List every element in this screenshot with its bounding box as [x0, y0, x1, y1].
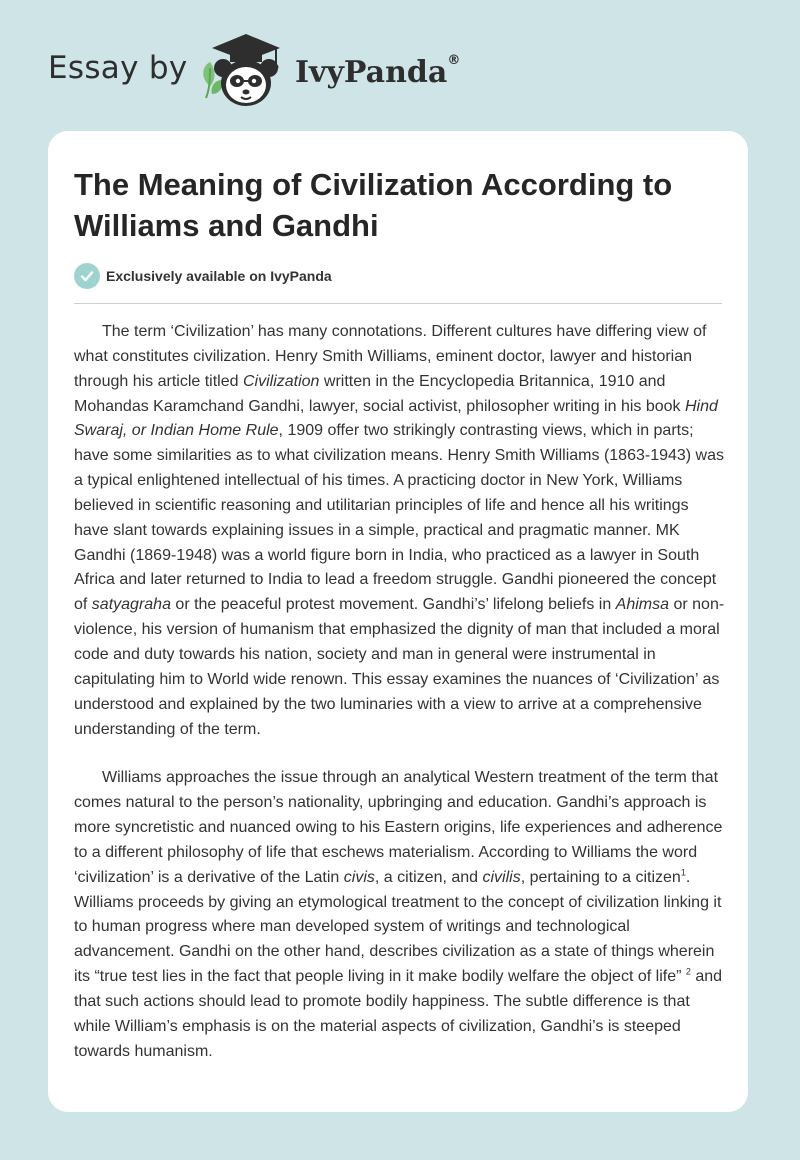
registered-mark: ® [447, 53, 461, 68]
paragraph [74, 320, 726, 742]
essay-body [74, 320, 726, 1064]
text-run: and that such actions should lead to promote bodily happiness. The subtle difference is that while William’s emphasis is on the material aspects of civilization, Gandhi’s is steeped towards humanism. [74, 968, 723, 1060]
brand-prefix: Essay by [48, 50, 188, 86]
footnote-ref[interactable]: 2 [685, 966, 691, 977]
brand-name-text: IvyPanda [295, 55, 448, 90]
essay-card [48, 131, 748, 1112]
text-run: , pertaining to a citizen [520, 868, 681, 886]
italic-term: civis [343, 868, 375, 886]
text-run: or non-violence, his version of humanism that emphasized the dignity of man that included a moral code and duty towards his nation, society and man in general were instrumental in capitulating him to World wide renown. This essay examines the nuances of ‘Civilization’ as understood and explained by the two luminaries with a view to arrive at a comprehensive understanding of the term. [74, 596, 725, 738]
italic-title: Hind Swaraj, or Indian Home Rule [74, 397, 718, 440]
site-header [0, 0, 800, 130]
text-run: Williams approaches the issue through an analytical Western treatment of the term that comes natural to the person’s nationality, upbringing and education. Gandhi’s approach is more syncretistic and nuanced owing to his Eastern origins, life experiences and adherence to a different philosophy of life that eschews materialism. According to Williams the word ‘civilization’ is a derivative of the Latin [74, 769, 723, 886]
text-run: written in the Encyclopedia Britannica, 1910 and Mohandas Karamchand Gandhi, lawyer, social activist, philosopher writing in his book [74, 372, 685, 415]
brand-name[interactable] [295, 55, 460, 90]
text-run: The term ‘Civilization’ has many connotations. Different cultures have differing view of what constitutes civilization. Henry Smith Williams, eminent doctor, lawyer and historian through his article titled [74, 323, 707, 390]
text-run: . Williams proceeds by giving an etymological treatment to the concept of civilization linking it to human progress where man developed system of writings and technological advancement. Gandhi on the other hand, describes civilization as a state of things wherein its “true test lies in the fact that people living in it make bodily welfare the object of life” [74, 868, 722, 986]
checkmark-icon [74, 263, 100, 289]
italic-term: satyagraha [91, 596, 171, 614]
paragraph [74, 766, 726, 1064]
text-run: or the peaceful protest movement. Gandhi’s’ lifelong beliefs in [170, 596, 616, 614]
panda-graduate-icon[interactable] [196, 28, 296, 110]
essay-title: The Meaning of Civilization According to Williams and Gandhi [74, 167, 673, 243]
footnote-ref[interactable]: 1 [680, 867, 686, 878]
exclusive-badge [74, 262, 332, 290]
italic-term: Ahimsa [615, 596, 670, 614]
text-run: , a citizen, and [374, 868, 483, 886]
italic-title: Civilization [242, 372, 320, 390]
italic-term: civilis [482, 868, 521, 886]
divider [74, 303, 722, 304]
badge-text: Exclusively available on IvyPanda [106, 268, 332, 284]
text-run: , 1909 offer two strikingly contrasting views, which in parts; have some similarities as to what civilization means. Henry Smith Williams (1863-1943) was a typical enlightened intellectual of his times. A practicing doctor in New York, Williams believed in scientific reasoning and utilitarian principles of life and hence all his writings have slant towards explaining issues in a simple, practical and pragmatic manner. MK Gandhi (1869-1948) was a world figure born in India, who practiced as a lawyer in South Africa and later returned to India to lead a freedom struggle. Gandhi pioneered the concept of [74, 422, 725, 614]
